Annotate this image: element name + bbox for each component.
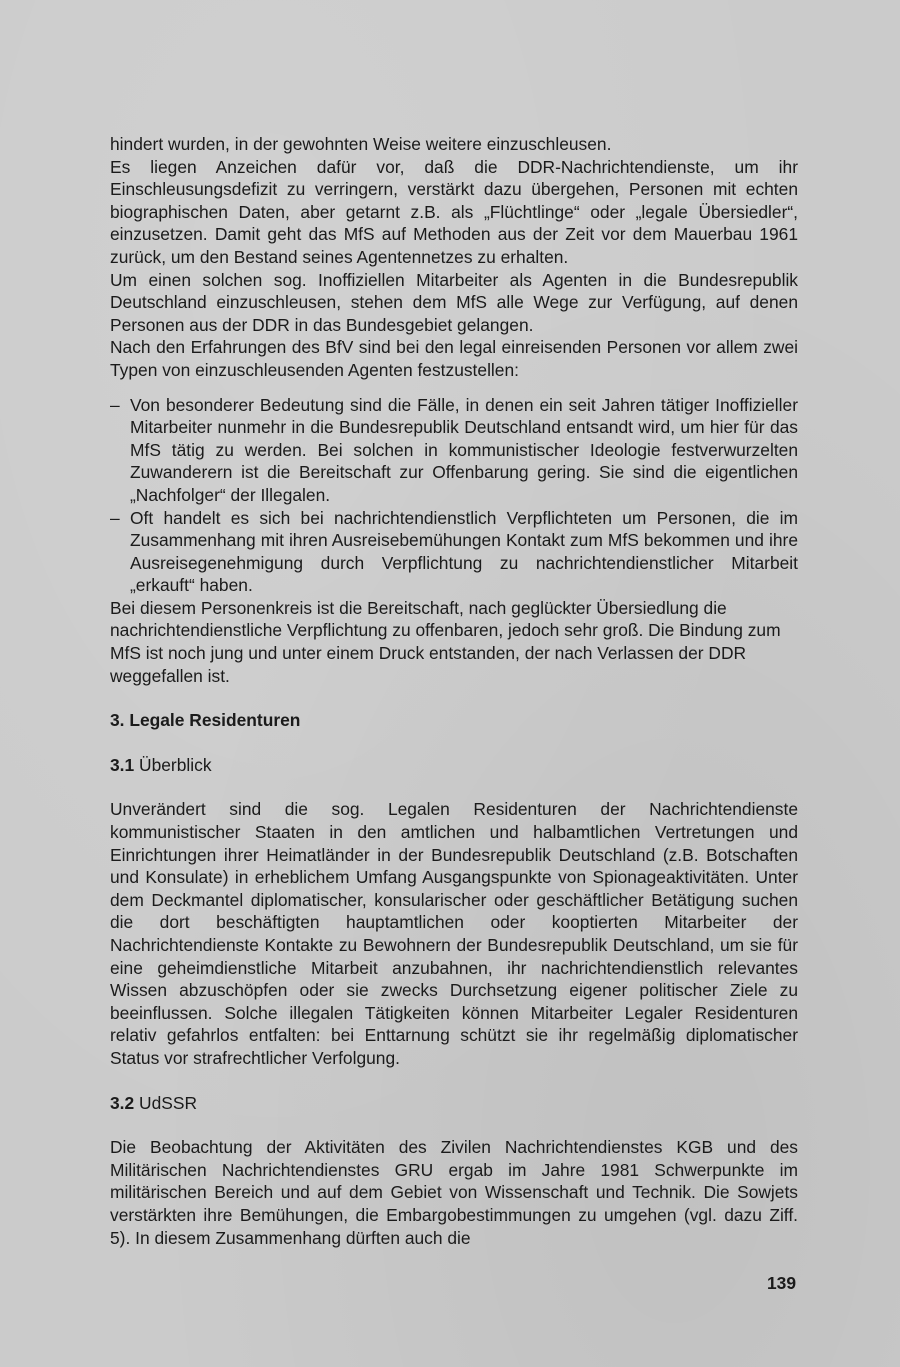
- section-3-2-body: Die Beobachtung der Aktivitäten des Zivilen Nachrichtendienstes KGB und des Militärischen Nachrichtendienstes GRU ergab im Jahre 1981 Schwerpunkte im militärischen Bereich und auf dem Gebiet von Wissenschaft und Technik. Die Sowjets verstärkten ihre Bemühungen, die Embargobestimmungen zu umgehen (vgl. dazu Ziff. 5). In diesem Zusammenhang dürften auch die: [110, 1137, 798, 1248]
- subsection-title: Überblick: [139, 754, 212, 775]
- spacer: [110, 1070, 798, 1092]
- subsection-heading-3-1: [110, 754, 798, 777]
- subsection-heading-3-2: [110, 1092, 798, 1115]
- section-3-1-body: Unverändert sind die sog. Legalen Residenturen der Nachrichtendienste kommunistischer Staaten in den amtlichen und halbamtlichen Vertretungen und Einrichtungen ihrer Heimatländer in der Bundesrepublik Deutschland (z.B. Botschaften und Konsulate) in erheblichem Umfang Ausgangspunkte von Spionageaktivitäten. Unter dem Deckmantel diplomatischer, konsularischer oder geschäftlicher Betätigung suchen die dort beschäftigten hauptamtlichen oder kooptierten Mitarbeiter der Nachrichtendienste Kontakte zu Bewohnern der Bundesrepublik Deutschland, um sie für eine geheimdienstliche Mitarbeit anzubahnen, ihr nachrichtendienstlich relevantes Wissen abzuschöpfen oder sie zwecks Durchsetzung eigener politischer Ziele zu beeinflussen. Solche illegalen Tätigkeiten können Mitarbeiter Legaler Residenturen relativ gefahrlos entfalten: bei Enttarnung schützt sie ihr regelmäßig diplomatischer Status vor strafrechtlicher Verfolgung.: [110, 799, 798, 1068]
- subsection-title: UdSSR: [139, 1092, 198, 1113]
- section-heading-3: 3. Legale Residenturen: [110, 710, 301, 731]
- spacer: [110, 382, 798, 394]
- list-item-text: Oft handelt es sich bei nachrichtendienstlich Verpflichteten um Personen, die im Zusammenhang mit ihren Ausreisebemühungen Kontakt zum MfS bekommen und ihre Ausreisegenehmigung durch Verpflichtung zu nachrichtendienstlicher Mitarbeit „erkauft“ haben.: [130, 507, 798, 596]
- list-item: [110, 394, 798, 507]
- intro-paragraph-3: Um einen solchen sog. Inoffiziellen Mitarbeiter als Agenten in die Bundesrepublik Deutschland einzuschleusen, stehen dem MfS alle Wege zur Verfügung, auf denen Personen aus der DDR in das Bundesgebiet gelangen.: [110, 269, 798, 335]
- agent-types-list: [110, 394, 798, 597]
- page-number: 139: [766, 1273, 796, 1293]
- spacer: [110, 776, 798, 798]
- list-item-text: Von besonderer Bedeutung sind die Fälle, in denen ein seit Jahren tätiger Inoffizieller Mitarbeiter nunmehr in die Bundesrepublik Deutschland entsandt wird, um hier für das MfS tätig zu werden. Bei solchen in kommunistischer Ideologie festverwurzelten Zuwanderern ist die Bereitschaft zur Offenbarung gering. Sie sind die eigentlichen „Nachfolger“ der Illegalen.: [130, 394, 798, 505]
- list-continuation: Bei diesem Personenkreis ist die Bereitschaft, nach geglückter Übersiedlung die nachrichtendienstliche Verpflichtung zu offenbaren, jedoch sehr groß. Die Bindung zum MfS ist noch jung und unter einem Druck entstanden, der nach Verlassen der DDR weggefallen ist.: [110, 597, 781, 686]
- intro-paragraph-1: hindert wurden, in der gewohnten Weise weitere einzuschleusen.: [110, 134, 612, 154]
- list-dash: –: [110, 507, 120, 528]
- intro-paragraph-4: Nach den Erfahrungen des BfV sind bei den legal einreisenden Personen vor allem zwei Typen von einzuschleusenden Agenten festzustellen:: [110, 337, 798, 380]
- subsection-number: 3.1: [110, 754, 135, 775]
- spacer: [110, 732, 798, 754]
- list-item: [110, 507, 798, 597]
- intro-paragraph-2: Es liegen Anzeichen dafür vor, daß die DDR-Nachrichtendienste, um ihr Einschleusungsdefizit zu verringern, verstärkt dazu übergehen, Personen mit echten biographischen Daten, aber getarnt z.B. als „Flüchtlinge“ oder „legale Übersiedler“, einzusetzen. Damit geht das MfS auf Methoden aus der Zeit vor dem Mauerbau 1961 zurück, um den Bestand seines Agentennetzes zu erhalten.: [110, 156, 798, 267]
- list-dash: –: [110, 394, 120, 415]
- spacer: [110, 1114, 798, 1136]
- spacer: [110, 687, 798, 709]
- page-content: [110, 133, 798, 1249]
- subsection-number: 3.2: [110, 1092, 135, 1113]
